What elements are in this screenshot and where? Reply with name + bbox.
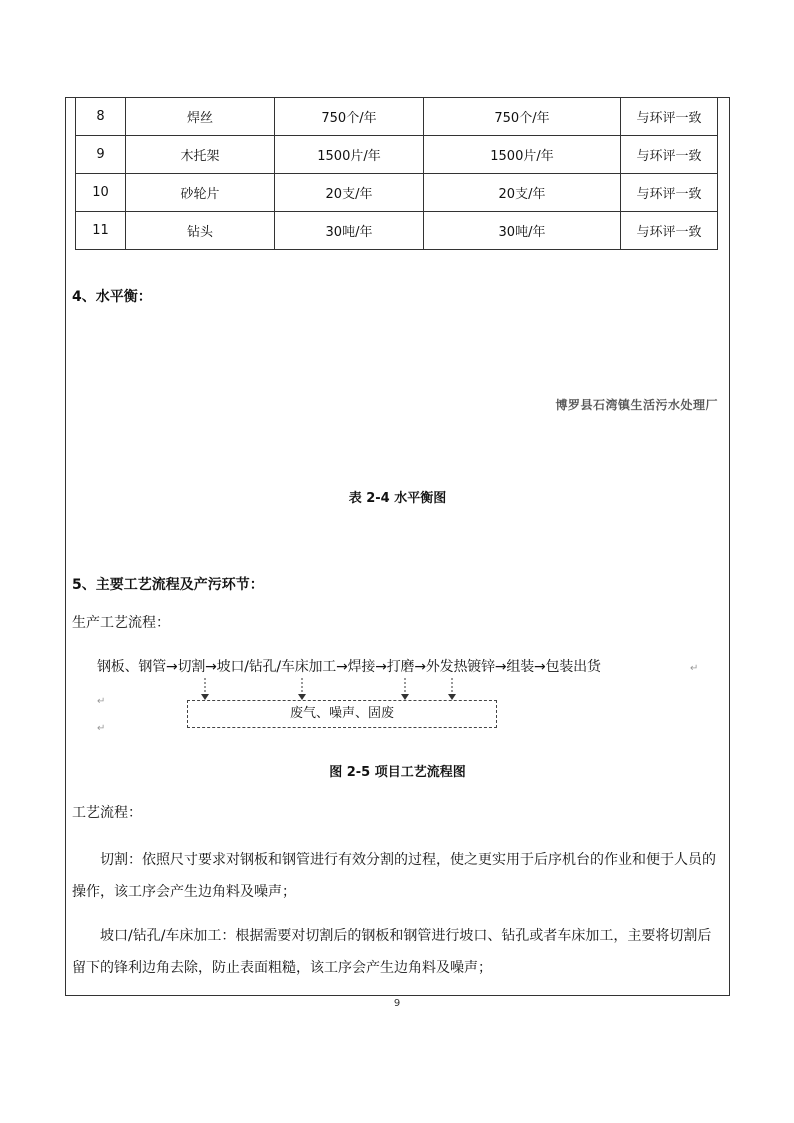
cell-eia-amount: 30吨/年	[275, 212, 424, 250]
process-heading: 5、主要工艺流程及产污环节：	[72, 577, 264, 593]
return-mark: ↵	[97, 696, 106, 707]
cell-no: 10	[76, 174, 126, 212]
return-mark: ↵	[97, 723, 106, 734]
waste-box: 废气、噪声、固废	[187, 700, 497, 728]
cell-name: 钻头	[126, 212, 275, 250]
water-balance-heading: 4、水平衡：	[72, 289, 152, 305]
cell-status: 与环评一致	[621, 174, 718, 212]
process-description-heading: 工艺流程：	[72, 805, 142, 821]
cell-name: 焊丝	[126, 98, 275, 136]
process-flow-line: 钢板、钢管→切割→坡口/钻孔/车床加工→焊接→打磨→外发热镀锌→组装→包装出货	[97, 659, 601, 675]
cell-eia-amount: 20支/年	[275, 174, 424, 212]
cell-actual-amount: 750个/年	[424, 98, 621, 136]
cell-status: 与环评一致	[621, 98, 718, 136]
cell-actual-amount: 30吨/年	[424, 212, 621, 250]
cell-name: 木托架	[126, 136, 275, 174]
cell-status: 与环评一致	[621, 136, 718, 174]
page-number: 9	[393, 998, 401, 1009]
cell-no: 11	[76, 212, 126, 250]
return-mark: ↵	[690, 663, 699, 674]
cell-actual-amount: 1500片/年	[424, 136, 621, 174]
process-caption: 图 2-5 项目工艺流程图	[329, 765, 466, 780]
cell-actual-amount: 20支/年	[424, 174, 621, 212]
cell-no: 8	[76, 98, 126, 136]
process-subheading: 生产工艺流程：	[72, 615, 170, 631]
paragraph-bevel: 坡口/钻孔/车床加工：根据需要对切割后的钢板和钢管进行坡口、钻孔或者车床加工，主要将切割后留下的锋利边角去除，防止表面粗糙，该工序会产生边角料及噪声；	[72, 928, 712, 976]
water-balance-figure-label: 博罗县石湾镇生活污水处理厂	[555, 398, 718, 412]
cell-no: 9	[76, 136, 126, 174]
water-balance-caption: 表 2-4 水平衡图	[348, 491, 447, 506]
cell-name: 砂轮片	[126, 174, 275, 212]
paragraph-cutting: 切割：依照尺寸要求对钢板和钢管进行有效分割的过程，使之更实用于后序机台的作业和便于人员的操作，该工序会产生边角料及噪声；	[72, 852, 716, 900]
cell-eia-amount: 750个/年	[275, 98, 424, 136]
cell-eia-amount: 1500片/年	[275, 136, 424, 174]
cell-status: 与环评一致	[621, 212, 718, 250]
